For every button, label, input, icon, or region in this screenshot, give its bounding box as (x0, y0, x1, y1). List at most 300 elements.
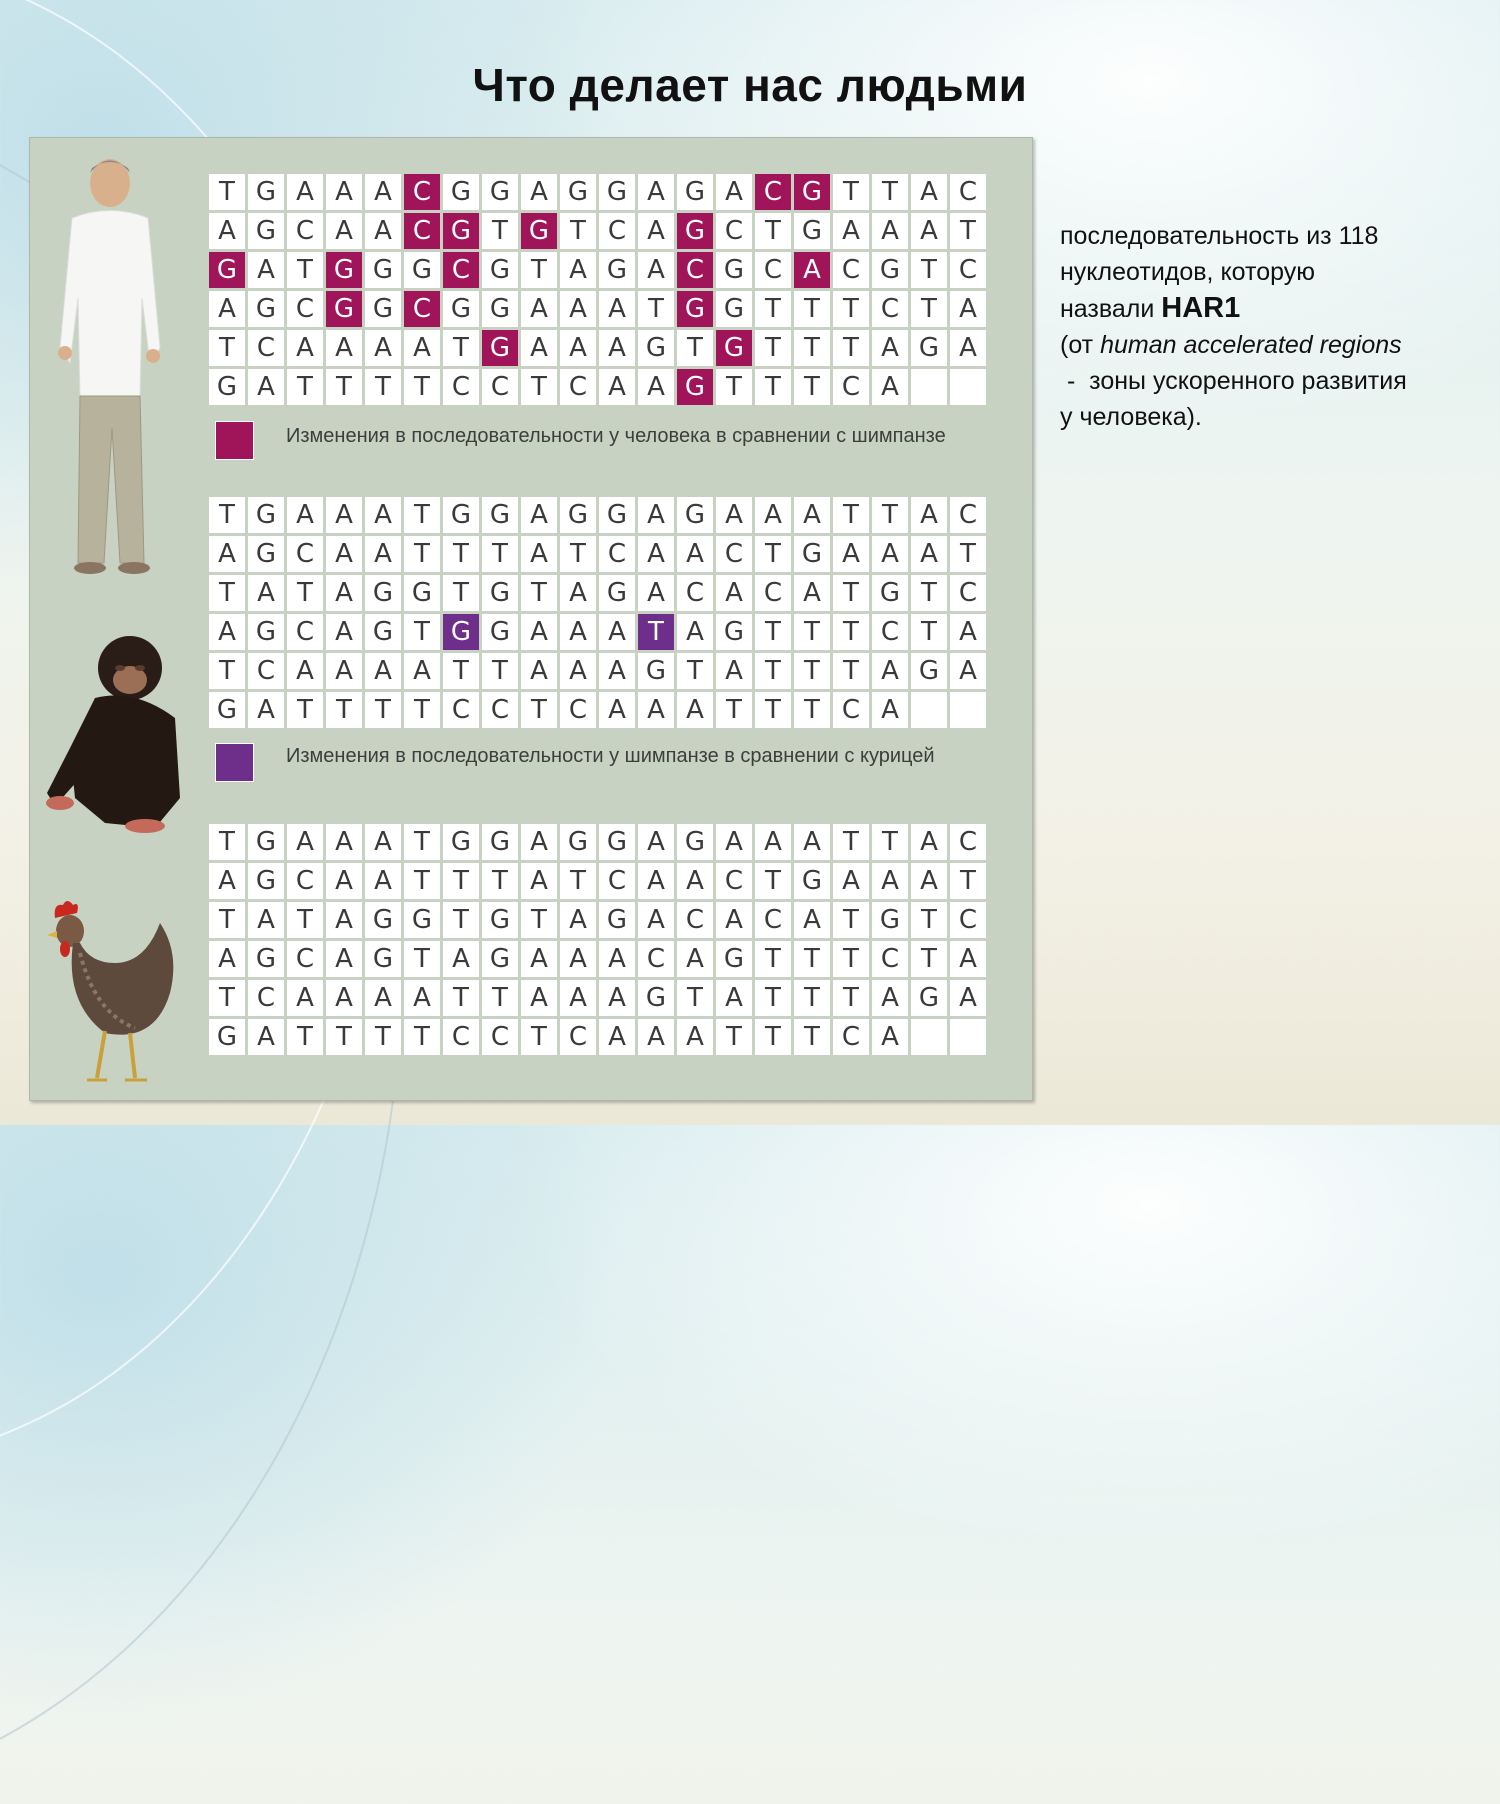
nucleotide-cell: A (520, 940, 559, 979)
nucleotide-cell: C (247, 979, 286, 1018)
nucleotide-cell: G (793, 862, 832, 901)
nucleotide-cell: C (949, 574, 988, 613)
nucleotide-cell: G (637, 979, 676, 1018)
nucleotide-cell: A (520, 535, 559, 574)
nucleotide-cell: A (910, 535, 949, 574)
nucleotide-cell: A (325, 862, 364, 901)
nucleotide-cell: A (676, 691, 715, 730)
nucleotide-cell: A (325, 173, 364, 212)
nucleotide-cell: C (559, 1018, 598, 1057)
nucleotide-cell: G (208, 1018, 247, 1057)
nucleotide-cell: G (676, 290, 715, 329)
nucleotide-cell: C (832, 251, 871, 290)
nucleotide-cell: A (364, 496, 403, 535)
nucleotide-cell: A (598, 613, 637, 652)
nucleotide-cell: T (754, 535, 793, 574)
nucleotide-cell: T (754, 613, 793, 652)
nucleotide-cell: G (676, 212, 715, 251)
sequence-row (208, 901, 988, 940)
nucleotide-cell: A (286, 173, 325, 212)
nucleotide-cell: A (403, 652, 442, 691)
nucleotide-cell: T (286, 251, 325, 290)
chimp-change-legend-text: Изменения в последовательности у шимпанзе в сравнении с курицей (286, 745, 935, 767)
description-text: (от (1060, 331, 1101, 359)
nucleotide-cell: C (715, 535, 754, 574)
nucleotide-cell: A (754, 823, 793, 862)
nucleotide-cell: C (637, 940, 676, 979)
nucleotide-cell: T (754, 979, 793, 1018)
nucleotide-cell: C (754, 901, 793, 940)
har1-label: HAR1 (1161, 292, 1241, 324)
nucleotide-cell: A (832, 862, 871, 901)
nucleotide-cell: G (871, 901, 910, 940)
nucleotide-cell: T (208, 652, 247, 691)
nucleotide-cell: A (325, 979, 364, 1018)
nucleotide-cell: T (208, 173, 247, 212)
sequence-row (208, 173, 988, 212)
sequence-row (208, 940, 988, 979)
nucleotide-cell: G (481, 496, 520, 535)
nucleotide-cell: T (754, 368, 793, 407)
nucleotide-cell: G (676, 496, 715, 535)
nucleotide-cell: T (559, 862, 598, 901)
nucleotide-cell: A (520, 979, 559, 1018)
nucleotide-cell: A (715, 173, 754, 212)
nucleotide-cell: A (286, 979, 325, 1018)
empty-cell (949, 368, 988, 407)
nucleotide-cell: A (403, 329, 442, 368)
nucleotide-cell: T (832, 940, 871, 979)
nucleotide-cell: T (793, 691, 832, 730)
nucleotide-cell: C (286, 212, 325, 251)
nucleotide-cell: A (910, 496, 949, 535)
nucleotide-cell: G (481, 823, 520, 862)
nucleotide-cell: G (247, 212, 286, 251)
nucleotide-cell: T (871, 173, 910, 212)
nucleotide-cell: T (754, 329, 793, 368)
nucleotide-cell: C (871, 290, 910, 329)
nucleotide-cell: T (520, 574, 559, 613)
nucleotide-cell: T (910, 290, 949, 329)
nucleotide-cell: G (442, 613, 481, 652)
nucleotide-cell: G (598, 901, 637, 940)
nucleotide-cell: G (442, 290, 481, 329)
sequence-row (208, 1018, 988, 1057)
nucleotide-cell: A (520, 173, 559, 212)
page-title: Что делает нас людьми (472, 59, 1028, 111)
nucleotide-cell: A (910, 862, 949, 901)
description-line: нуклеотидов, которую (1060, 258, 1315, 286)
nucleotide-cell: G (871, 574, 910, 613)
nucleotide-cell: T (208, 979, 247, 1018)
empty-cell (910, 1018, 949, 1057)
nucleotide-cell: C (559, 368, 598, 407)
nucleotide-cell: C (442, 691, 481, 730)
nucleotide-cell: G (247, 496, 286, 535)
sequence-row (208, 574, 988, 613)
nucleotide-cell: A (715, 496, 754, 535)
nucleotide-cell: T (949, 212, 988, 251)
nucleotide-cell: T (910, 940, 949, 979)
nucleotide-cell: C (247, 329, 286, 368)
nucleotide-cell: G (910, 652, 949, 691)
sequence-row (208, 368, 988, 407)
sequence-row (208, 329, 988, 368)
har-expansion: human accelerated regions (1100, 331, 1402, 359)
nucleotide-cell: A (832, 212, 871, 251)
nucleotide-cell: C (442, 368, 481, 407)
nucleotide-cell: A (286, 823, 325, 862)
nucleotide-cell: T (208, 901, 247, 940)
nucleotide-cell: T (286, 1018, 325, 1057)
nucleotide-cell: C (286, 290, 325, 329)
nucleotide-cell: A (871, 1018, 910, 1057)
nucleotide-cell: T (793, 940, 832, 979)
nucleotide-cell: C (754, 251, 793, 290)
nucleotide-cell: G (871, 251, 910, 290)
nucleotide-cell: G (247, 823, 286, 862)
nucleotide-cell: A (871, 691, 910, 730)
nucleotide-cell: T (481, 652, 520, 691)
nucleotide-cell: A (871, 652, 910, 691)
nucleotide-cell: C (286, 613, 325, 652)
nucleotide-cell: A (949, 613, 988, 652)
nucleotide-cell: G (247, 173, 286, 212)
nucleotide-cell: T (442, 574, 481, 613)
nucleotide-cell: G (910, 329, 949, 368)
nucleotide-cell: G (364, 574, 403, 613)
nucleotide-cell: G (715, 940, 754, 979)
nucleotide-cell: G (793, 535, 832, 574)
nucleotide-cell: A (949, 940, 988, 979)
nucleotide-cell: G (481, 290, 520, 329)
nucleotide-cell: A (871, 862, 910, 901)
nucleotide-cell: A (598, 979, 637, 1018)
nucleotide-cell: A (559, 940, 598, 979)
nucleotide-cell: T (793, 329, 832, 368)
nucleotide-cell: A (676, 1018, 715, 1057)
nucleotide-cell: A (403, 979, 442, 1018)
nucleotide-cell: A (949, 652, 988, 691)
nucleotide-cell: T (403, 368, 442, 407)
empty-cell (949, 691, 988, 730)
nucleotide-cell: C (949, 823, 988, 862)
nucleotide-cell: T (364, 691, 403, 730)
nucleotide-cell: G (598, 496, 637, 535)
nucleotide-cell: T (208, 329, 247, 368)
nucleotide-cell: T (754, 652, 793, 691)
nucleotide-cell: A (325, 212, 364, 251)
nucleotide-cell: A (949, 290, 988, 329)
nucleotide-cell: A (598, 290, 637, 329)
nucleotide-cell: G (793, 212, 832, 251)
chimpanzee-sequence-grid (206, 494, 989, 731)
nucleotide-cell: G (598, 574, 637, 613)
nucleotide-cell: A (325, 901, 364, 940)
nucleotide-cell: T (442, 979, 481, 1018)
nucleotide-cell: C (442, 251, 481, 290)
nucleotide-cell: C (559, 691, 598, 730)
nucleotide-cell: G (715, 251, 754, 290)
sequence-row (208, 535, 988, 574)
nucleotide-cell: T (754, 1018, 793, 1057)
nucleotide-cell: T (793, 1018, 832, 1057)
nucleotide-cell: T (403, 940, 442, 979)
nucleotide-cell: A (871, 535, 910, 574)
nucleotide-cell: A (364, 823, 403, 862)
nucleotide-cell: A (637, 251, 676, 290)
nucleotide-cell: A (637, 901, 676, 940)
nucleotide-cell: A (871, 212, 910, 251)
nucleotide-cell: T (871, 496, 910, 535)
nucleotide-cell: A (208, 613, 247, 652)
nucleotide-cell: G (637, 329, 676, 368)
nucleotide-cell: T (832, 979, 871, 1018)
nucleotide-cell: T (949, 535, 988, 574)
nucleotide-cell: A (637, 496, 676, 535)
nucleotide-cell: T (793, 290, 832, 329)
nucleotide-cell: A (364, 979, 403, 1018)
nucleotide-cell: G (364, 613, 403, 652)
nucleotide-cell: T (481, 862, 520, 901)
nucleotide-cell: A (208, 535, 247, 574)
nucleotide-cell: A (520, 823, 559, 862)
nucleotide-cell: A (559, 574, 598, 613)
nucleotide-cell: A (637, 212, 676, 251)
nucleotide-cell: A (325, 496, 364, 535)
nucleotide-cell: T (832, 652, 871, 691)
nucleotide-cell: A (871, 329, 910, 368)
nucleotide-cell: A (715, 652, 754, 691)
nucleotide-cell: T (754, 212, 793, 251)
nucleotide-cell: T (832, 329, 871, 368)
nucleotide-cell: G (364, 251, 403, 290)
nucleotide-cell: T (520, 691, 559, 730)
nucleotide-cell: A (208, 290, 247, 329)
nucleotide-cell: T (208, 823, 247, 862)
nucleotide-cell: A (910, 823, 949, 862)
nucleotide-cell: C (949, 173, 988, 212)
nucleotide-cell: T (286, 901, 325, 940)
nucleotide-cell: A (559, 901, 598, 940)
description-line: у человека). (1060, 403, 1202, 431)
nucleotide-cell: C (832, 368, 871, 407)
nucleotide-cell: T (520, 368, 559, 407)
nucleotide-cell: T (754, 290, 793, 329)
nucleotide-cell: G (247, 290, 286, 329)
nucleotide-cell: G (793, 173, 832, 212)
nucleotide-cell: T (403, 535, 442, 574)
description-text: назвали (1060, 295, 1162, 323)
nucleotide-cell: G (481, 940, 520, 979)
nucleotide-cell: C (442, 1018, 481, 1057)
sequence-row (208, 251, 988, 290)
nucleotide-cell: A (715, 823, 754, 862)
nucleotide-cell: T (403, 496, 442, 535)
human-change-legend-swatch (215, 421, 254, 460)
nucleotide-cell: A (325, 535, 364, 574)
nucleotide-cell: C (949, 251, 988, 290)
nucleotide-cell: T (832, 823, 871, 862)
nucleotide-cell: A (637, 1018, 676, 1057)
nucleotide-cell: G (598, 251, 637, 290)
nucleotide-cell: T (286, 368, 325, 407)
nucleotide-cell: A (442, 940, 481, 979)
nucleotide-cell: A (832, 535, 871, 574)
nucleotide-cell: G (715, 290, 754, 329)
nucleotide-cell: A (520, 496, 559, 535)
nucleotide-cell: T (832, 173, 871, 212)
sequence-row (208, 691, 988, 730)
nucleotide-cell: T (364, 368, 403, 407)
nucleotide-cell: A (520, 652, 559, 691)
nucleotide-cell: G (481, 251, 520, 290)
nucleotide-cell: A (325, 574, 364, 613)
nucleotide-cell: A (637, 574, 676, 613)
nucleotide-cell: A (559, 290, 598, 329)
nucleotide-cell: C (286, 940, 325, 979)
nucleotide-cell: G (520, 212, 559, 251)
nucleotide-cell: A (676, 613, 715, 652)
nucleotide-cell: G (442, 496, 481, 535)
nucleotide-cell: C (949, 901, 988, 940)
nucleotide-cell: A (559, 251, 598, 290)
nucleotide-cell: T (208, 496, 247, 535)
nucleotide-cell: T (793, 613, 832, 652)
nucleotide-cell: A (871, 368, 910, 407)
nucleotide-cell: A (559, 613, 598, 652)
nucleotide-cell: T (559, 535, 598, 574)
nucleotide-cell: T (871, 823, 910, 862)
description-line: последовательность из 118 (1060, 222, 1379, 250)
chicken-photo (35, 893, 185, 1088)
nucleotide-cell: T (481, 979, 520, 1018)
nucleotide-cell: A (208, 862, 247, 901)
nucleotide-cell: A (949, 979, 988, 1018)
nucleotide-cell: A (793, 823, 832, 862)
nucleotide-cell: A (559, 979, 598, 1018)
nucleotide-cell: T (559, 212, 598, 251)
nucleotide-cell: G (364, 901, 403, 940)
nucleotide-cell: A (637, 862, 676, 901)
nucleotide-cell: A (559, 329, 598, 368)
nucleotide-cell: G (442, 823, 481, 862)
nucleotide-cell: C (247, 652, 286, 691)
nucleotide-cell: T (481, 535, 520, 574)
nucleotide-cell: C (754, 173, 793, 212)
nucleotide-cell: G (598, 173, 637, 212)
nucleotide-cell: G (481, 901, 520, 940)
nucleotide-cell: A (520, 613, 559, 652)
nucleotide-cell: G (559, 496, 598, 535)
nucleotide-cell: T (715, 1018, 754, 1057)
nucleotide-cell: C (286, 862, 325, 901)
sequence-panel (29, 137, 1033, 1101)
nucleotide-cell: A (598, 1018, 637, 1057)
nucleotide-cell: A (247, 251, 286, 290)
nucleotide-cell: A (208, 212, 247, 251)
human-change-legend-text: Изменения в последовательности у человека в сравнении с шимпанзе (286, 425, 946, 447)
nucleotide-cell: C (403, 173, 442, 212)
nucleotide-cell: C (481, 368, 520, 407)
nucleotide-cell: A (676, 940, 715, 979)
nucleotide-cell: G (559, 173, 598, 212)
nucleotide-cell: T (442, 329, 481, 368)
sequence-row (208, 823, 988, 862)
nucleotide-cell: T (403, 823, 442, 862)
nucleotide-cell: A (520, 862, 559, 901)
nucleotide-cell: G (403, 574, 442, 613)
nucleotide-cell: A (715, 901, 754, 940)
nucleotide-cell: A (793, 251, 832, 290)
nucleotide-cell: G (403, 901, 442, 940)
nucleotide-cell: T (286, 574, 325, 613)
nucleotide-cell: A (364, 862, 403, 901)
nucleotide-cell: G (715, 329, 754, 368)
nucleotide-cell: G (442, 173, 481, 212)
nucleotide-cell: T (715, 368, 754, 407)
nucleotide-cell: A (637, 823, 676, 862)
nucleotide-cell: A (910, 173, 949, 212)
nucleotide-cell: C (481, 691, 520, 730)
sequence-row (208, 496, 988, 535)
nucleotide-cell: A (598, 940, 637, 979)
nucleotide-cell: T (286, 691, 325, 730)
nucleotide-cell: T (832, 290, 871, 329)
nucleotide-cell: C (676, 901, 715, 940)
nucleotide-cell: T (754, 862, 793, 901)
nucleotide-cell: A (364, 535, 403, 574)
nucleotide-cell: C (715, 212, 754, 251)
nucleotide-cell: A (325, 823, 364, 862)
nucleotide-cell: T (208, 574, 247, 613)
nucleotide-cell: A (325, 329, 364, 368)
nucleotide-cell: A (598, 652, 637, 691)
sequence-row (208, 212, 988, 251)
nucleotide-cell: C (403, 212, 442, 251)
nucleotide-cell: A (949, 329, 988, 368)
nucleotide-cell: T (910, 251, 949, 290)
nucleotide-cell: T (754, 691, 793, 730)
nucleotide-cell: G (676, 368, 715, 407)
nucleotide-cell: C (598, 212, 637, 251)
nucleotide-cell: T (715, 691, 754, 730)
nucleotide-cell: A (325, 940, 364, 979)
nucleotide-cell: A (793, 901, 832, 940)
nucleotide-cell: T (793, 652, 832, 691)
nucleotide-cell: A (715, 979, 754, 1018)
nucleotide-cell: A (715, 574, 754, 613)
nucleotide-cell: T (637, 613, 676, 652)
description-line (1060, 327, 1480, 363)
nucleotide-cell: T (403, 862, 442, 901)
nucleotide-cell: T (364, 1018, 403, 1057)
nucleotide-cell: T (520, 901, 559, 940)
nucleotide-cell: G (676, 823, 715, 862)
nucleotide-cell: T (325, 691, 364, 730)
nucleotide-cell: G (247, 862, 286, 901)
nucleotide-cell: G (481, 173, 520, 212)
description-line: - зоны ускоренного развития (1060, 367, 1407, 395)
nucleotide-cell: T (520, 1018, 559, 1057)
nucleotide-cell: A (364, 212, 403, 251)
nucleotide-cell: C (403, 290, 442, 329)
nucleotide-cell: G (442, 212, 481, 251)
nucleotide-cell: G (247, 535, 286, 574)
nucleotide-cell: A (247, 691, 286, 730)
nucleotide-cell: A (286, 652, 325, 691)
nucleotide-cell: T (676, 652, 715, 691)
